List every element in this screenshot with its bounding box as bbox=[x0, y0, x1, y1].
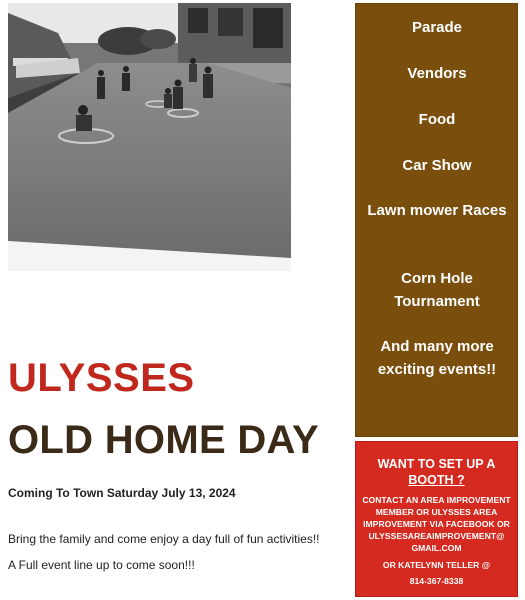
event-vendors: Vendors bbox=[407, 65, 467, 82]
title-ulysses: ULYSSES bbox=[8, 356, 195, 400]
street-festival-photo bbox=[8, 3, 291, 271]
event-parade: Parade bbox=[411, 19, 463, 36]
booth-heading-text: WANT TO SET UP A bbox=[377, 457, 496, 471]
event-lawn-mower-races: Lawn mower Races bbox=[367, 202, 507, 219]
booth-phone: 814-367-8338 bbox=[409, 576, 464, 586]
title-old-home-day: OLD HOME DAY bbox=[8, 418, 320, 462]
booth-signup-panel bbox=[355, 441, 518, 597]
event-list-panel bbox=[355, 3, 518, 437]
event-description: Bring the family and come enjoy a day full of fun activities!! bbox=[8, 532, 320, 546]
booth-contact-name: OR KATELYNN TELLER @ bbox=[382, 560, 491, 570]
booth-link[interactable]: BOOTH ? bbox=[408, 473, 465, 487]
booth-contact-text: CONTACT AN AREA IMPROVEMENT MEMBER OR ULYSSES AREA IMPROVEMENT VIA FACEBOOK OR ULYSSESAREAIMPROVEMENT@ GMAIL.COM bbox=[362, 495, 511, 553]
event-car-show: Car Show bbox=[402, 157, 472, 174]
booth-heading bbox=[356, 456, 517, 488]
event-more: And many more exciting events!! bbox=[377, 338, 497, 378]
event-date: Coming To Town Saturday July 13, 2024 bbox=[8, 486, 236, 500]
event-lineup-note: A Full event line up to come soon!!! bbox=[8, 558, 195, 572]
event-corn-hole: Corn Hole Tournament bbox=[394, 270, 480, 310]
event-food: Food bbox=[418, 111, 456, 128]
